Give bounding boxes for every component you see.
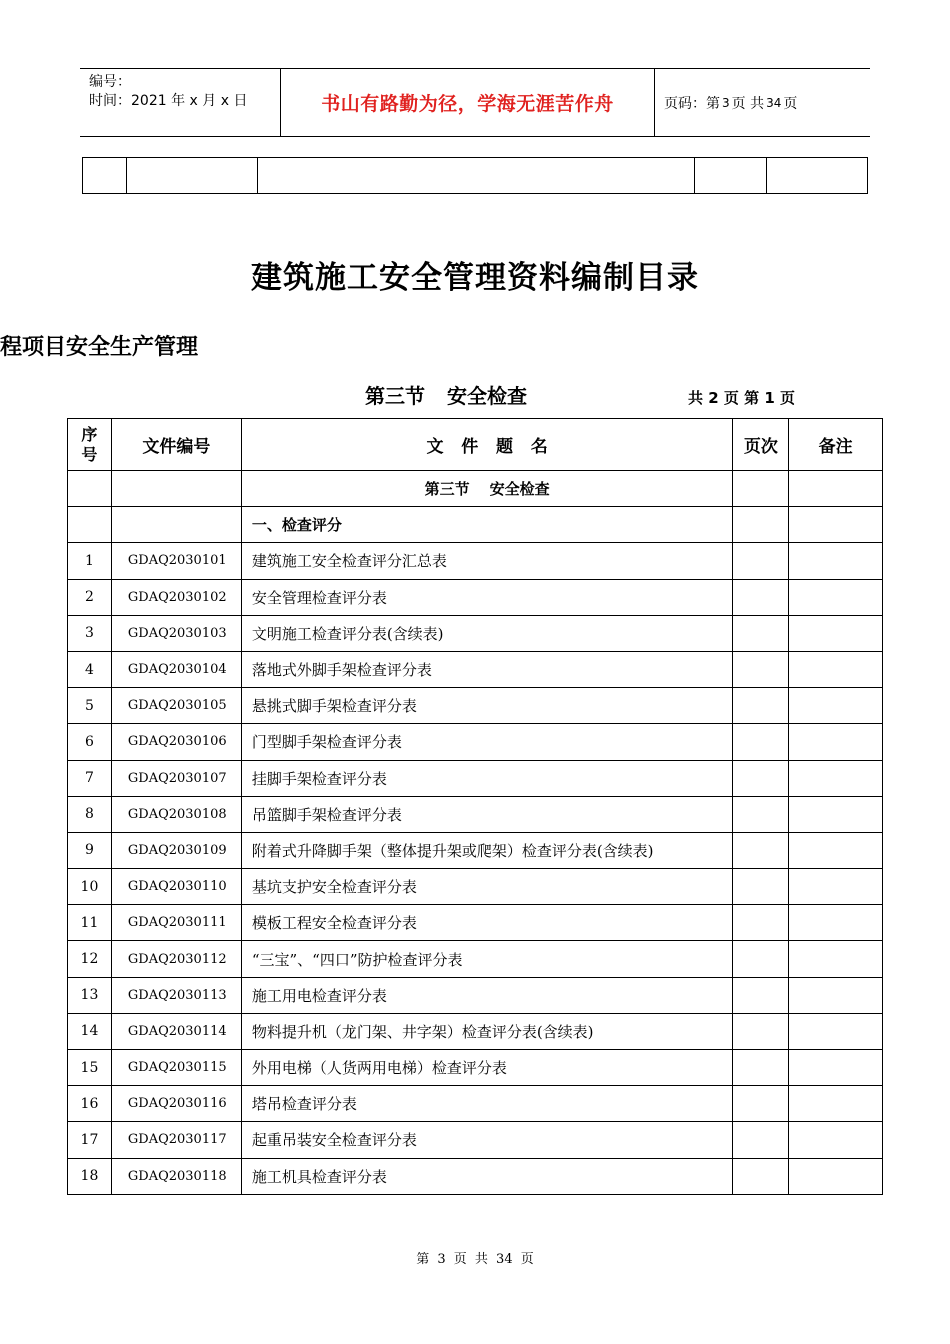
table-row [68,1050,883,1086]
row-no: 8 [68,796,112,832]
section-row [68,471,883,507]
page-end: 页 [783,95,798,112]
row-page [733,615,789,651]
row-page [733,651,789,687]
row-remark [789,796,883,832]
row-remark [789,1158,883,1194]
row-code: GDAQ2030101 [111,543,241,579]
row-title: 建筑施工安全检查评分汇总表 [241,543,733,579]
row-code: GDAQ2030108 [111,796,241,832]
group-row-title: 一、检查评分 [241,507,733,543]
row-page [733,724,789,760]
row-no: 6 [68,724,112,760]
row-no: 9 [68,832,112,868]
row-code: GDAQ2030105 [111,688,241,724]
table-row [68,832,883,868]
row-no: 15 [68,1050,112,1086]
row-code: GDAQ2030109 [111,832,241,868]
table-header-row [68,419,883,471]
row-page [733,688,789,724]
part-title: 程项目安全生产管理 [0,335,199,360]
row-remark [789,543,883,579]
row-title: 施工机具检查评分表 [241,1158,733,1194]
row-no: 5 [68,688,112,724]
row-remark [789,1013,883,1049]
row-code: GDAQ2030114 [111,1013,241,1049]
row-remark [789,724,883,760]
row-remark [789,651,883,687]
row-title: 物料提升机（龙门架、井字架）检查评分表(含续表) [241,1013,733,1049]
table-row [68,1158,883,1194]
row-title: 施工用电检查评分表 [241,977,733,1013]
row-code: GDAQ2030107 [111,760,241,796]
row-remark [789,579,883,615]
row-remark [789,1086,883,1122]
row-code: GDAQ2030118 [111,1158,241,1194]
table-row [68,1086,883,1122]
row-title: 外用电梯（人货两用电梯）检查评分表 [241,1050,733,1086]
row-title: 附着式升降脚手架（整体提升架或爬架）检查评分表(含续表) [241,832,733,868]
row-page [733,1050,789,1086]
table-row [68,651,883,687]
row-title: 起重吊装安全检查评分表 [241,1122,733,1158]
row-code: GDAQ2030102 [111,579,241,615]
table-row [68,796,883,832]
time-label: 时间： [89,93,131,109]
table-row [68,1122,883,1158]
row-no: 13 [68,977,112,1013]
table-row [68,543,883,579]
row-remark [789,688,883,724]
row-remark [789,615,883,651]
strip-divider [694,158,695,193]
row-page [733,760,789,796]
section-page-count: 共 2 页 第 1 页 [688,389,795,407]
time-line [89,92,280,111]
row-code: GDAQ2030117 [111,1122,241,1158]
row-page [733,796,789,832]
strip-divider [766,158,767,193]
row-title: 吊篮脚手架检查评分表 [241,796,733,832]
empty-strip-table [82,157,868,194]
row-no: 1 [68,543,112,579]
row-page [733,832,789,868]
catalog-table [67,418,883,1195]
row-code: GDAQ2030110 [111,869,241,905]
row-page [733,869,789,905]
row-title: 落地式外脚手架检查评分表 [241,651,733,687]
row-title: 挂脚手架检查评分表 [241,760,733,796]
table-row [68,977,883,1013]
row-title: 塔吊检查评分表 [241,1086,733,1122]
row-page [733,579,789,615]
row-code: GDAQ2030104 [111,651,241,687]
document-title: 建筑施工安全管理资料编制目录 [251,260,699,296]
row-no: 16 [68,1086,112,1122]
table-row [68,869,883,905]
row-no: 3 [68,615,112,651]
row-title: 模板工程安全检查评分表 [241,905,733,941]
header-code: 文件编号 [111,419,241,471]
row-page [733,905,789,941]
row-remark [789,760,883,796]
section-name: 安全检查 [447,384,527,408]
row-no: 11 [68,905,112,941]
row-remark [789,1122,883,1158]
row-title: “三宝”、“四口”防护检查评分表 [241,941,733,977]
header-motto: 书山有路勤为径，学海无涯苦作舟 [281,69,655,136]
row-remark [789,1050,883,1086]
row-remark [789,941,883,977]
row-remark [789,869,883,905]
page-footer: 第 3 页 共 34 页 [416,1252,534,1267]
page-header [80,68,870,137]
table-row [68,688,883,724]
header-page: 页次 [733,419,789,471]
group-row [68,507,883,543]
table-row [68,905,883,941]
row-no: 18 [68,1158,112,1194]
row-no: 2 [68,579,112,615]
row-code: GDAQ2030115 [111,1050,241,1086]
row-no: 10 [68,869,112,905]
row-page [733,1158,789,1194]
row-title: 安全管理检查评分表 [241,579,733,615]
header-title: 文 件 题 名 [241,419,733,471]
row-remark [789,905,883,941]
row-code: GDAQ2030116 [111,1086,241,1122]
table-row [68,579,883,615]
row-code: GDAQ2030103 [111,615,241,651]
row-no: 12 [68,941,112,977]
row-no: 17 [68,1122,112,1158]
row-title: 悬挑式脚手架检查评分表 [241,688,733,724]
row-remark [789,832,883,868]
header-remark: 备注 [789,419,883,471]
row-code: GDAQ2030106 [111,724,241,760]
section-row-title: 第三节 安全检查 [241,471,733,507]
section-title [365,380,527,409]
row-code: GDAQ2030113 [111,977,241,1013]
row-no: 4 [68,651,112,687]
header-meta [80,69,281,136]
page-number: 3 [722,95,730,110]
row-code: GDAQ2030111 [111,905,241,941]
table-row [68,941,883,977]
page-total: 34 [766,95,782,110]
table-row [68,760,883,796]
header-page-info [655,69,870,136]
strip-divider [257,158,258,193]
table-row [68,724,883,760]
row-page [733,1013,789,1049]
serial-label: 编号： [89,74,131,90]
table-row [68,1013,883,1049]
section-number: 第三节 [365,384,425,408]
row-page [733,543,789,579]
strip-divider [126,158,127,193]
row-code: GDAQ2030112 [111,941,241,977]
row-page [733,1122,789,1158]
row-title: 门型脚手架检查评分表 [241,724,733,760]
table-row [68,615,883,651]
row-page [733,977,789,1013]
row-title: 基坑支护安全检查评分表 [241,869,733,905]
row-title: 文明施工检查评分表(含续表) [241,615,733,651]
header-no: 序号 [68,419,112,471]
row-remark [789,977,883,1013]
row-page [733,1086,789,1122]
page-mid: 页 共 [731,95,765,112]
page-label: 页码：第 [664,95,720,112]
row-no: 7 [68,760,112,796]
time-value: 2021 年 x 月 x 日 [131,93,248,109]
row-page [733,941,789,977]
row-no: 14 [68,1013,112,1049]
